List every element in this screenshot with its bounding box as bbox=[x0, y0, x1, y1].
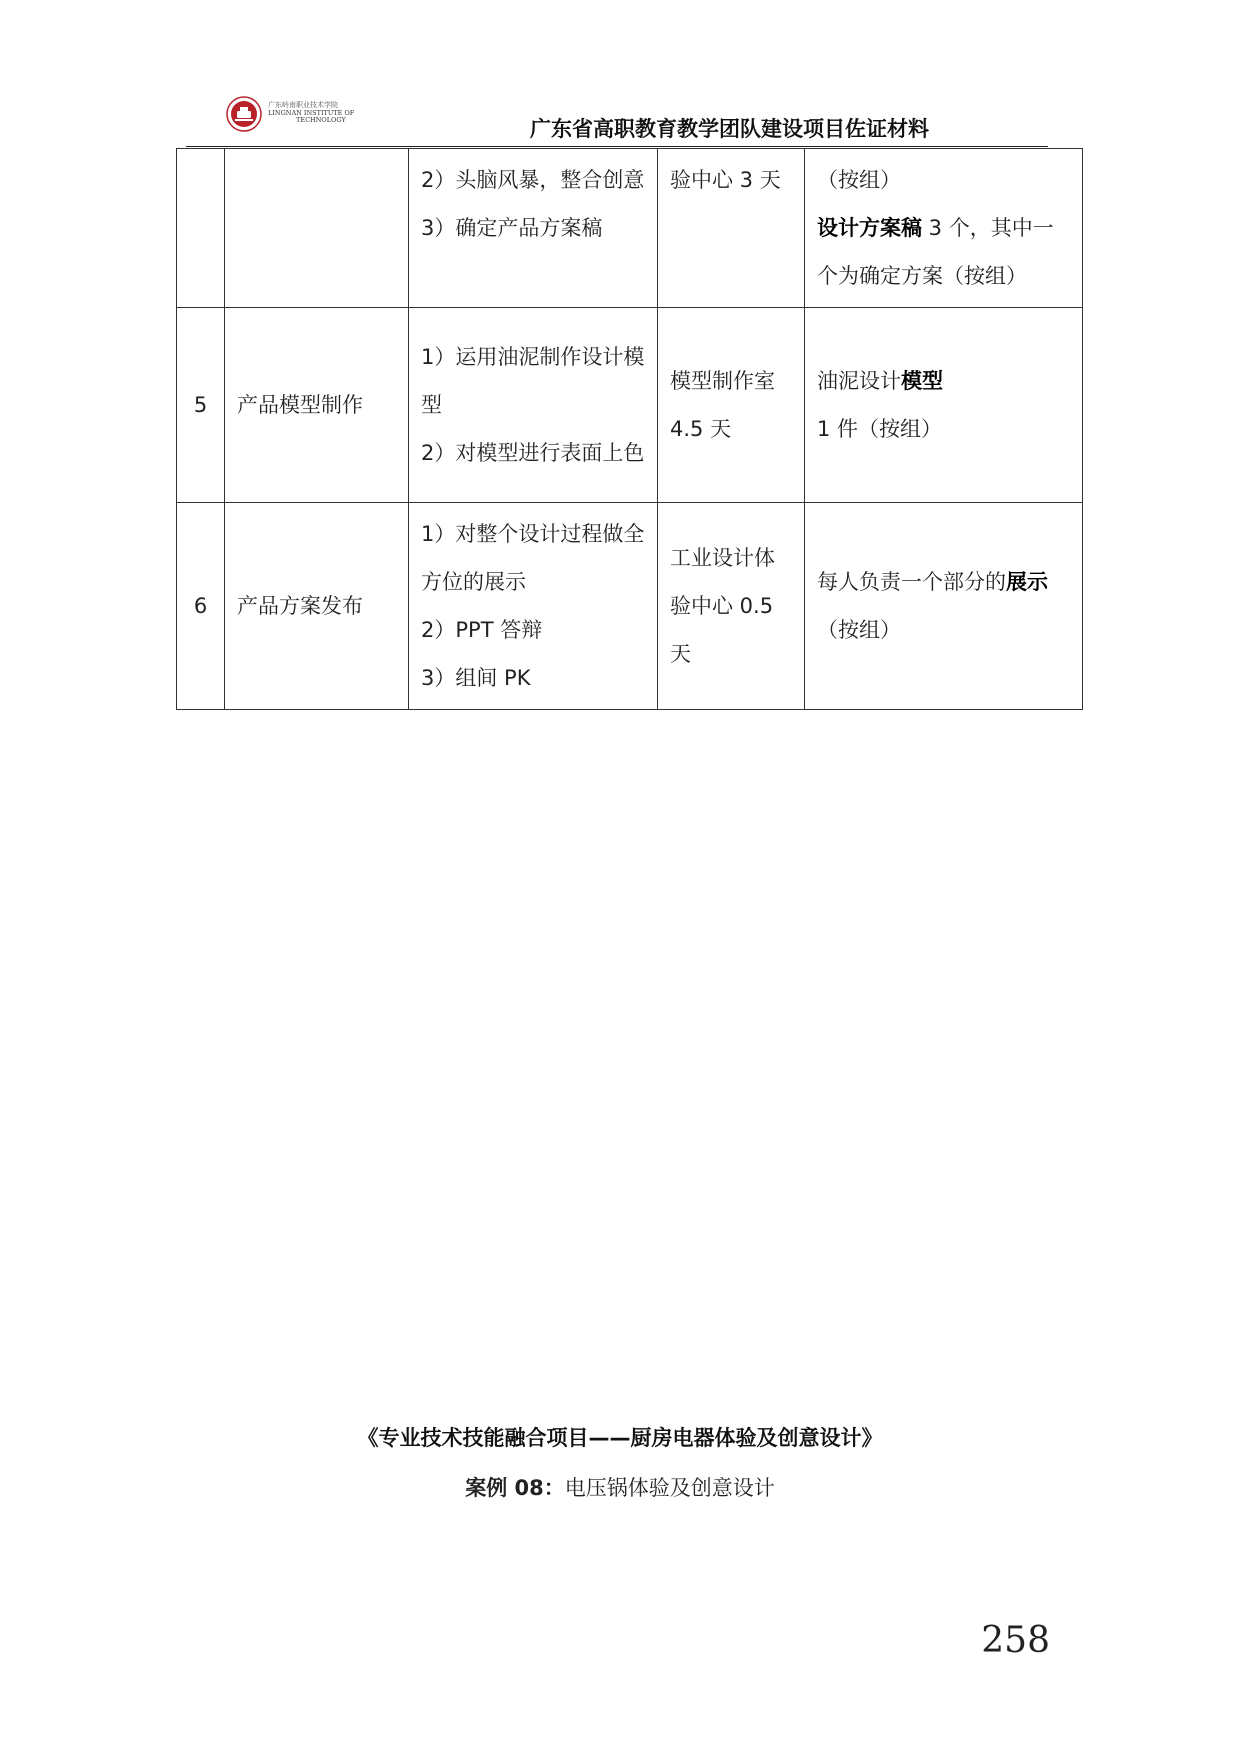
case-name: 电压锅体验及创意设计 bbox=[564, 1476, 775, 1500]
logo-text-cn: 广东岭南职业技术学院 bbox=[268, 101, 338, 109]
place-line: 4.5 天 bbox=[670, 417, 732, 441]
header-title: 广东省高职教育教学团队建设项目佐证材料 bbox=[530, 117, 929, 141]
row-place-cell bbox=[658, 308, 805, 503]
case-series-title: 《专业技术技能融合项目——厨房电器体验及创意设计》 bbox=[357, 1426, 883, 1450]
output-text: 3 个，其中一个为确定方案（按组） bbox=[817, 216, 1054, 288]
content-line: 3）组间 PK bbox=[421, 666, 531, 690]
case-subtitle bbox=[0, 1472, 1240, 1502]
row-name-cell bbox=[225, 149, 409, 308]
output-text: 1 件（按组） bbox=[817, 417, 943, 441]
row-place-cell bbox=[658, 503, 805, 710]
content-line: 2）对模型进行表面上色 bbox=[421, 441, 645, 465]
header-divider bbox=[186, 146, 1048, 147]
content-line: 3）确定产品方案稿 bbox=[421, 216, 603, 240]
row-content-cell bbox=[409, 308, 658, 503]
row-name-cell: 产品模型制作 bbox=[225, 308, 409, 503]
row-number-cell: 5 bbox=[177, 308, 225, 503]
table-row bbox=[177, 503, 1083, 710]
output-text: 每人负责一个部分的 bbox=[817, 570, 1006, 594]
institute-logo bbox=[226, 96, 376, 136]
row-number-cell bbox=[177, 149, 225, 308]
row-place-cell bbox=[658, 149, 805, 308]
content-line: 2）PPT 答辩 bbox=[421, 618, 543, 642]
row-number-cell: 6 bbox=[177, 503, 225, 710]
output-bold-text: 模型 bbox=[901, 369, 943, 393]
row-output-cell bbox=[805, 503, 1083, 710]
output-text: （按组） bbox=[817, 618, 901, 642]
place-line: 工业设计体验中心 0.5 天 bbox=[670, 546, 775, 666]
row-output-cell bbox=[805, 149, 1083, 308]
output-bold-text: 设计方案稿 bbox=[817, 216, 922, 240]
content-line: 2）头脑风暴，整合创意 bbox=[421, 168, 645, 192]
case-label: 案例 08： bbox=[465, 1476, 565, 1500]
row-content-cell bbox=[409, 503, 658, 710]
place-line: 模型制作室 bbox=[670, 369, 775, 393]
place-line: 验中心 3 天 bbox=[670, 168, 781, 192]
logo-text-en-line-2: TECHNOLOGY bbox=[296, 116, 346, 124]
content-line: 1）运用油泥制作设计模型 bbox=[421, 345, 645, 417]
logo-text-en bbox=[268, 110, 354, 124]
row-name-cell: 产品方案发布 bbox=[225, 503, 409, 710]
institute-emblem-icon bbox=[226, 96, 262, 132]
activity-table bbox=[176, 148, 1083, 710]
content-line: 1）对整个设计过程做全方位的展示 bbox=[421, 522, 645, 594]
table-row bbox=[177, 149, 1083, 308]
output-text: 油泥设计 bbox=[817, 369, 901, 393]
row-content-cell bbox=[409, 149, 658, 308]
output-line: （按组） bbox=[817, 168, 901, 192]
row-output-cell bbox=[805, 308, 1083, 503]
output-bold-text: 展示 bbox=[1006, 570, 1048, 594]
table-row bbox=[177, 308, 1083, 503]
page-number: 258 bbox=[981, 1620, 1050, 1661]
logo-text-en-line-1: LINGNAN INSTITUTE OF bbox=[268, 109, 355, 117]
